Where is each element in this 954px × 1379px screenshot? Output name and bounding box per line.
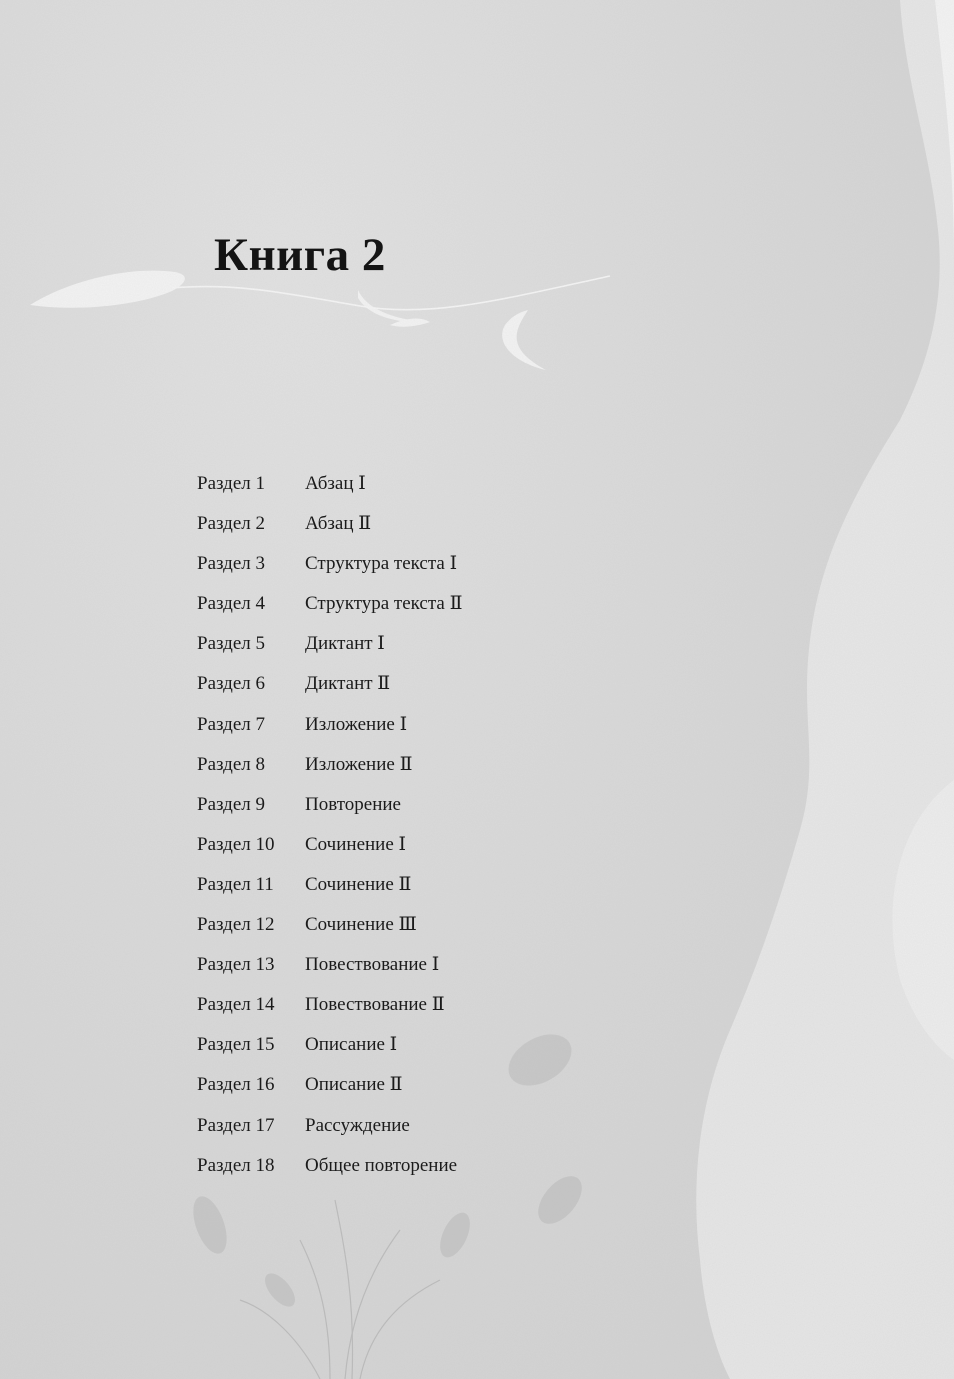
toc-entry-title: Сочинение Ⅰ xyxy=(305,833,407,855)
toc-entry xyxy=(197,991,462,1031)
toc-entry-label: Раздел 8 xyxy=(197,753,265,775)
toc-entry xyxy=(197,1112,462,1152)
table-of-contents xyxy=(197,470,462,1192)
toc-entry-label: Раздел 4 xyxy=(197,593,265,615)
toc-entry-label: Раздел 16 xyxy=(197,1074,275,1096)
toc-entry-title: Абзац Ⅰ xyxy=(305,473,366,494)
toc-entry-title: Повторение xyxy=(305,793,401,815)
toc-entry xyxy=(197,510,462,550)
toc-entry xyxy=(197,670,462,710)
toc-entry xyxy=(197,711,462,751)
toc-entry-title: Структура текста Ⅱ xyxy=(305,593,463,615)
toc-entry xyxy=(197,550,462,590)
toc-entry-title: Повествование Ⅱ xyxy=(305,994,445,1016)
toc-entry xyxy=(197,951,462,991)
toc-entry xyxy=(197,911,462,951)
toc-entry xyxy=(197,630,462,670)
toc-entry-title: Структура текста Ⅰ xyxy=(305,553,458,575)
toc-entry-title: Описание Ⅱ xyxy=(305,1074,403,1096)
toc-entry xyxy=(197,470,462,510)
toc-entry-label: Раздел 12 xyxy=(197,914,275,936)
toc-entry-label: Раздел 2 xyxy=(197,513,265,535)
toc-entry-title: Изложение Ⅰ xyxy=(305,713,408,735)
toc-entry-label: Раздел 3 xyxy=(197,553,265,575)
toc-entry-title: Рассуждение xyxy=(305,1114,410,1136)
toc-entry xyxy=(197,871,462,911)
book-title: Книга 2 xyxy=(214,229,386,281)
toc-entry-title: Сочинение Ⅱ xyxy=(305,873,412,895)
toc-entry-title: Общее повторение xyxy=(305,1154,458,1176)
toc-entry-title: Диктант Ⅰ xyxy=(305,633,385,655)
toc-entry xyxy=(197,1071,462,1111)
toc-entry-label: Раздел 6 xyxy=(197,673,265,695)
toc-entry-label: Раздел 11 xyxy=(197,873,274,895)
toc-entry-title: Описание Ⅰ xyxy=(305,1034,398,1056)
toc-entry-label: Раздел 9 xyxy=(197,793,265,815)
toc-entry xyxy=(197,1031,462,1071)
toc-entry-label: Раздел 10 xyxy=(197,833,275,855)
toc-entry-label: Раздел 17 xyxy=(197,1114,275,1136)
toc-entry xyxy=(197,590,462,630)
toc-entry xyxy=(197,751,462,791)
toc-entry-title: Повествование Ⅰ xyxy=(305,954,440,976)
toc-entry-label: Раздел 14 xyxy=(197,994,275,1016)
toc-entry-label: Раздел 7 xyxy=(197,713,265,735)
toc-entry-label: Раздел 13 xyxy=(197,954,275,976)
toc-entry xyxy=(197,831,462,871)
toc-entry-label: Раздел 5 xyxy=(197,633,265,655)
toc-entry-label: Раздел 1 xyxy=(197,473,265,494)
toc-entry-title: Диктант Ⅱ xyxy=(305,673,391,695)
toc-entry xyxy=(197,1152,462,1192)
toc-entry-title: Сочинение Ⅲ xyxy=(305,914,417,936)
toc-entry-title: Абзац Ⅱ xyxy=(305,513,372,535)
toc-entry xyxy=(197,791,462,831)
toc-entry-label: Раздел 18 xyxy=(197,1154,275,1176)
toc-entry-title: Изложение Ⅱ xyxy=(305,753,413,775)
toc-entry-label: Раздел 15 xyxy=(197,1034,275,1056)
